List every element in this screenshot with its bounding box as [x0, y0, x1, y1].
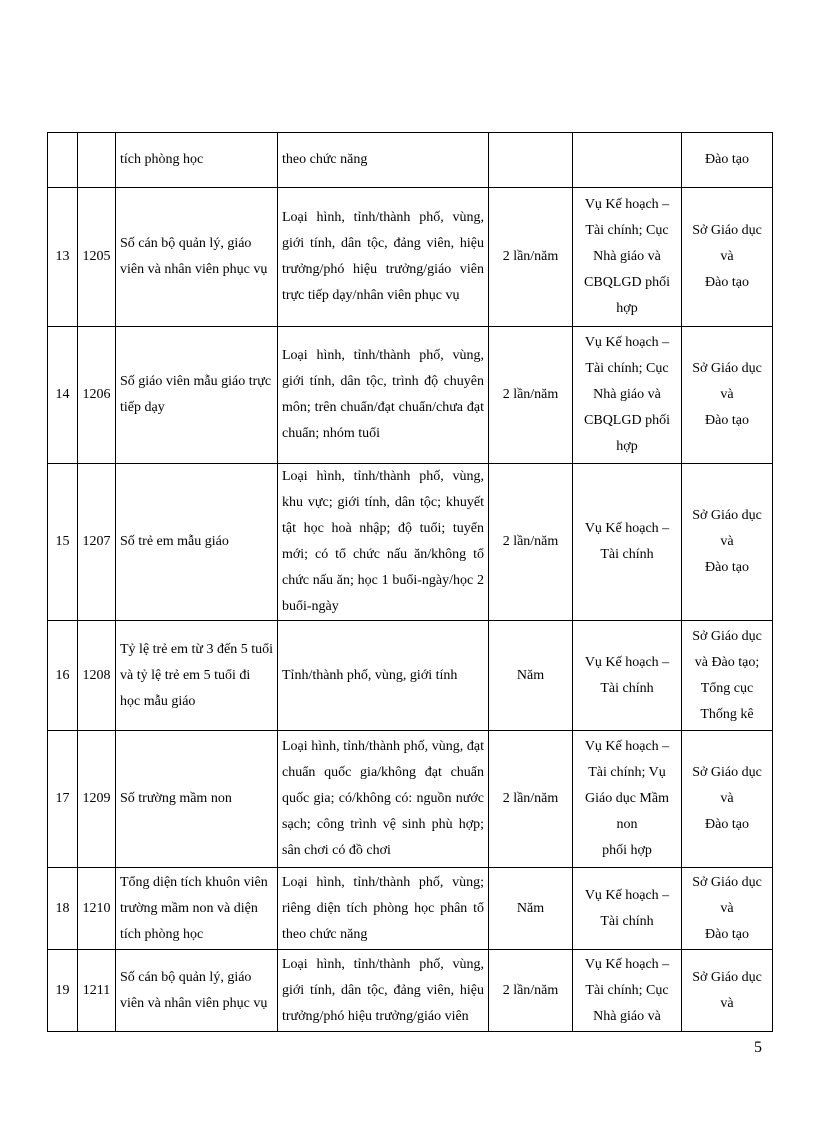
table-row	[48, 464, 773, 621]
cell-code: 1207	[78, 464, 116, 621]
cell-code: 1210	[78, 868, 116, 950]
text-line: Vụ Kế hoạch –	[584, 521, 670, 536]
text-line: Tài chính	[600, 547, 654, 562]
cell-indicator-name: Tỷ lệ trẻ em từ 3 đến 5 tuổi và tỷ lệ trẻ em 5 tuổi đi học mẫu giáo	[116, 621, 278, 731]
text-line: Nhà giáo và	[593, 387, 661, 402]
cell-code: 1205	[78, 188, 116, 327]
cell-no: 16	[48, 621, 78, 731]
text-line: Đào tạo	[705, 560, 749, 575]
text-line: Nhà giáo và	[593, 249, 661, 264]
text-line: Vụ Kế hoạch –	[584, 956, 670, 972]
indicator-table	[47, 132, 773, 1032]
text-line: Tài chính; Cục	[585, 361, 669, 376]
cell-submitted-to	[682, 950, 773, 1032]
cell-breakdown: Loại hình, tỉnh/thành phố, vùng, giới tính, dân tộc, trình độ chuyên môn; trên chuẩn/đạt chuẩn/chưa đạt chuẩn; nhóm tuổi	[278, 327, 489, 464]
text-line: Tài chính	[600, 913, 654, 929]
cell-frequency: 2 lần/năm	[489, 188, 573, 327]
text-line: Tài chính; Vụ	[588, 765, 666, 780]
text-line: Tài chính; Cục	[585, 223, 669, 238]
text-line: Vụ Kế hoạch –	[584, 335, 670, 350]
cell-submitted-to	[682, 188, 773, 327]
cell-responsible	[573, 621, 682, 731]
cell-frequency: Năm	[489, 868, 573, 950]
cell-indicator-name: Số trẻ em mẫu giáo	[116, 464, 278, 621]
cell-breakdown: Loại hình, tỉnh/thành phố, vùng, giới tính, dân tộc, đảng viên, hiệu trưởng/phó hiệu trưởng/giáo viên	[278, 950, 489, 1032]
cell-breakdown: theo chức năng	[278, 133, 489, 188]
cell-submitted-to	[682, 133, 773, 188]
text-line: hợp	[616, 439, 638, 454]
text-line: Vụ Kế hoạch –	[584, 197, 670, 212]
cell-indicator-name: Tổng diện tích khuôn viên trường mầm non và diện tích phòng học	[116, 868, 278, 950]
cell-responsible	[573, 133, 682, 188]
text-line: Tài chính	[600, 680, 654, 696]
cell-indicator-name: Số cán bộ quản lý, giáo viên và nhân viên phục vụ	[116, 188, 278, 327]
text-line: Giáo dục Mầm	[585, 791, 669, 806]
text-line: Vụ Kế hoạch –	[584, 739, 670, 754]
text-line: Đào tạo	[705, 926, 749, 942]
cell-responsible	[573, 464, 682, 621]
cell-submitted-to	[682, 731, 773, 868]
cell-frequency: 2 lần/năm	[489, 327, 573, 464]
text-line: Tổng cục	[700, 680, 754, 696]
text-line: Sở Giáo dục	[692, 508, 762, 523]
table-row	[48, 868, 773, 950]
cell-submitted-to	[682, 327, 773, 464]
table-row	[48, 621, 773, 731]
cell-code: 1206	[78, 327, 116, 464]
text-line: Thống kê	[700, 706, 754, 722]
cell-no: 14	[48, 327, 78, 464]
table-row-continuation	[48, 133, 773, 188]
cell-frequency: 2 lần/năm	[489, 950, 573, 1032]
cell-responsible	[573, 327, 682, 464]
text-line: và	[720, 534, 734, 549]
text-line: Đào tạo	[705, 275, 749, 290]
text-line: và	[720, 249, 734, 264]
cell-breakdown: Loại hình, tỉnh/thành phố, vùng, giới tính, dân tộc, đảng viên, hiệu trưởng/phó hiệu trưởng/giáo viên trực tiếp dạy/nhân viên phục vụ	[278, 188, 489, 327]
cell-no	[48, 133, 78, 188]
text-line: Sở Giáo dục	[692, 765, 762, 780]
text-line: phối hợp	[602, 843, 652, 858]
cell-code	[78, 133, 116, 188]
text-line: Sở Giáo dục	[692, 361, 762, 376]
cell-no: 18	[48, 868, 78, 950]
cell-code: 1211	[78, 950, 116, 1032]
table-row	[48, 327, 773, 464]
cell-frequency: 2 lần/năm	[489, 464, 573, 621]
cell-breakdown: Tỉnh/thành phố, vùng, giới tính	[278, 621, 489, 731]
cell-frequency: Năm	[489, 621, 573, 731]
cell-responsible	[573, 950, 682, 1032]
cell-indicator-name: Số giáo viên mẫu giáo trực tiếp dạy	[116, 327, 278, 464]
cell-frequency	[489, 133, 573, 188]
text-line: Sở Giáo dục	[692, 223, 762, 238]
text-line: Vụ Kế hoạch –	[584, 887, 670, 903]
cell-code: 1209	[78, 731, 116, 868]
table-row	[48, 950, 773, 1032]
text-line: Sở Giáo dục	[692, 969, 762, 985]
page-number: 5	[754, 1039, 762, 1056]
cell-submitted-to	[682, 464, 773, 621]
table-row	[48, 731, 773, 868]
text-line: Tài chính; Cục	[585, 982, 669, 998]
text-line: non	[616, 817, 638, 832]
text-line: và	[720, 995, 734, 1011]
cell-responsible	[573, 868, 682, 950]
text-line: và	[720, 900, 734, 916]
text-line: Đào tạo	[705, 413, 749, 428]
cell-no: 13	[48, 188, 78, 327]
text-line: và	[720, 791, 734, 806]
cell-indicator-name: Số cán bộ quản lý, giáo viên và nhân viên phục vụ	[116, 950, 278, 1032]
table-body	[48, 188, 773, 1032]
cell-no: 19	[48, 950, 78, 1032]
cell-submitted-to	[682, 868, 773, 950]
cell-indicator-name: tích phòng học	[116, 133, 278, 188]
cell-indicator-name: Số trường mầm non	[116, 731, 278, 868]
text-line: và	[720, 387, 734, 402]
cell-breakdown: Loại hình, tỉnh/thành phố, vùng, đạt chuẩn quốc gia/không đạt chuẩn quốc gia; có/không có: nguồn nước sạch; công trình vệ sinh phù hợp; sân chơi có đồ chơi	[278, 731, 489, 868]
text-line: Nhà giáo và	[593, 1008, 661, 1024]
cell-responsible	[573, 188, 682, 327]
text-line: Đào tạo	[705, 817, 749, 832]
text-line: hợp	[616, 301, 638, 316]
text-line: Sở Giáo dục	[692, 874, 762, 890]
cell-frequency: 2 lần/năm	[489, 731, 573, 868]
text-line: và Đào tạo;	[694, 654, 760, 670]
cell-responsible	[573, 731, 682, 868]
cell-no: 17	[48, 731, 78, 868]
table-row	[48, 188, 773, 327]
text-line: CBQLGD phối	[584, 413, 670, 428]
cell-breakdown: Loại hình, tỉnh/thành phố, vùng, khu vực; giới tính, dân tộc; khuyết tật học hoà nhập; độ tuổi; tuyển mới; có tổ chức nấu ăn/không tổ chức nấu ăn; học 1 buổi-ngày/học 2 buổi-ngày	[278, 464, 489, 621]
text-line: Vụ Kế hoạch –	[584, 654, 670, 670]
text-line: Đào tạo	[705, 152, 749, 167]
text-line: Sở Giáo dục	[692, 628, 762, 644]
cell-breakdown: Loại hình, tỉnh/thành phố, vùng; riêng diện tích phòng học phân tổ theo chức năng	[278, 868, 489, 950]
cell-submitted-to	[682, 621, 773, 731]
text-line: CBQLGD phối	[584, 275, 670, 290]
cell-code: 1208	[78, 621, 116, 731]
cell-no: 15	[48, 464, 78, 621]
